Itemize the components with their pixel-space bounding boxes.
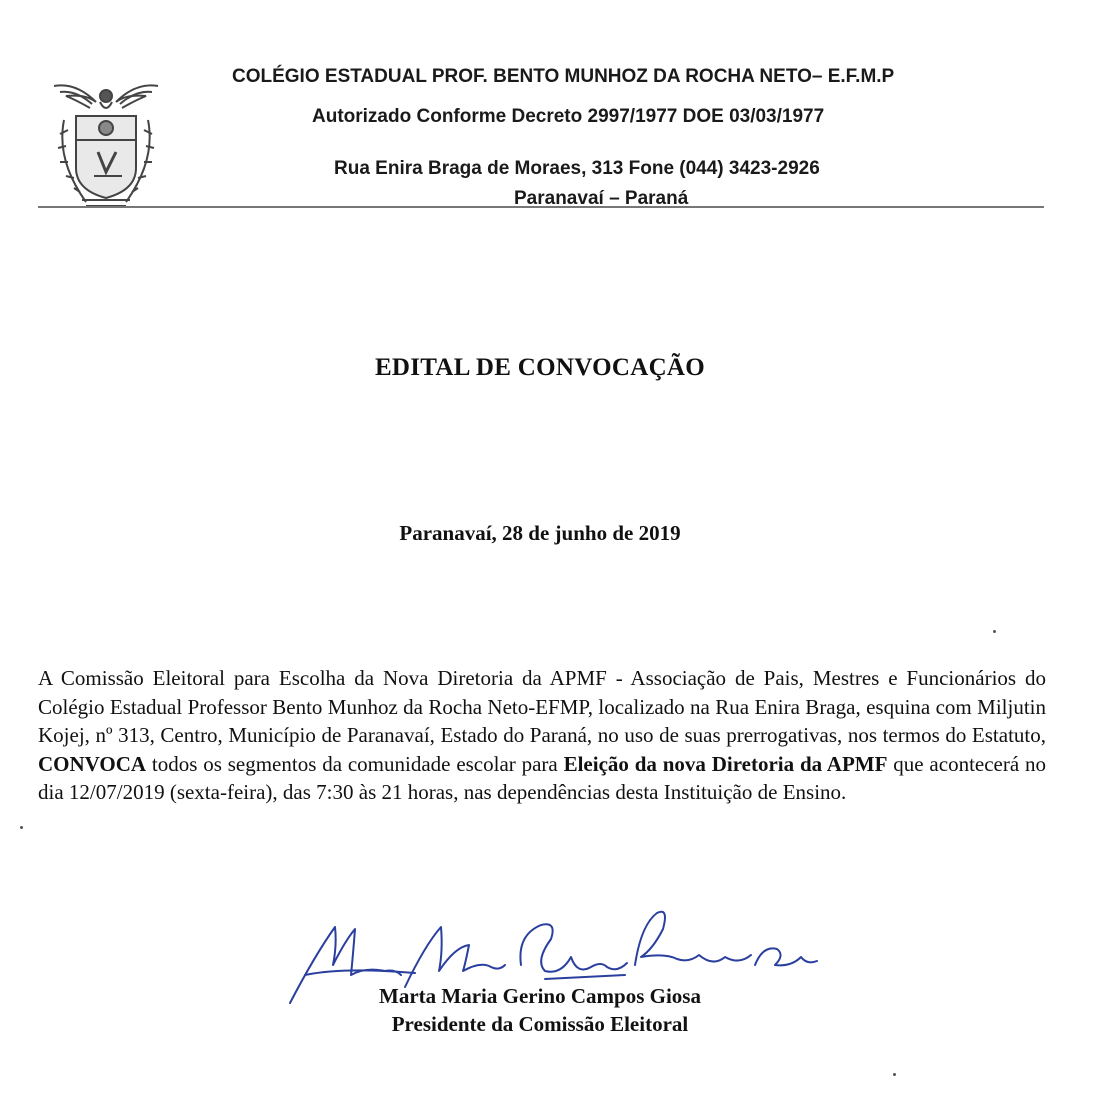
- parana-coat-of-arms-icon: [46, 80, 166, 210]
- scan-speck: [893, 1073, 896, 1076]
- document-date: Paranavaí, 28 de junho de 2019: [399, 521, 681, 545]
- authorization-decree: Autorizado Conforme Decreto 2997/1977 DOE 03/03/1977: [312, 106, 825, 127]
- school-name: COLÉGIO ESTADUAL PROF. BENTO MUNHOZ DA ROCHA NETO– E.F.M.P: [232, 66, 895, 87]
- scan-speck: [993, 630, 996, 633]
- convoca-emphasis: CONVOCA: [38, 751, 147, 776]
- scan-speck: [20, 826, 23, 829]
- election-emphasis: Eleição da nova Diretoria da APMF: [563, 751, 888, 776]
- paragraph-text: que acontecerá no dia 12/07/2019 (sexta-feira), das 7:30 às 21 horas, nas dependências desta Instituição de Ensino.: [38, 751, 1047, 804]
- city-state: Paranavaí – Paraná: [514, 188, 689, 209]
- signatory-role: Presidente da Comissão Eleitoral: [391, 1012, 689, 1036]
- header-divider: [38, 206, 1044, 208]
- convocation-paragraph: [38, 664, 1046, 807]
- paragraph-text: todos os segmentos da comunidade escolar para: [146, 751, 564, 776]
- paragraph-text: A Comissão Eleitoral para Escolha da Nova Diretoria da APMF - Associação de Pais, Mestres e Funcionários do Colégio Estadual Professor Bento Munhoz da Rocha Neto-EFMP, localizado na Rua Enira Braga, esquina com Miljutin Kojej, nº 313, Centro, Município de Paranavaí, Estado do Paraná, no uso de suas prerrogativas, nos termos do Estatuto,: [38, 666, 1046, 747]
- signatory-name: Marta Maria Gerino Campos Giosa: [379, 984, 701, 1008]
- school-address: Rua Enira Braga de Moraes, 313 Fone (044) 3423-2926: [334, 158, 820, 179]
- document-title: EDITAL DE CONVOCAÇÃO: [374, 354, 706, 381]
